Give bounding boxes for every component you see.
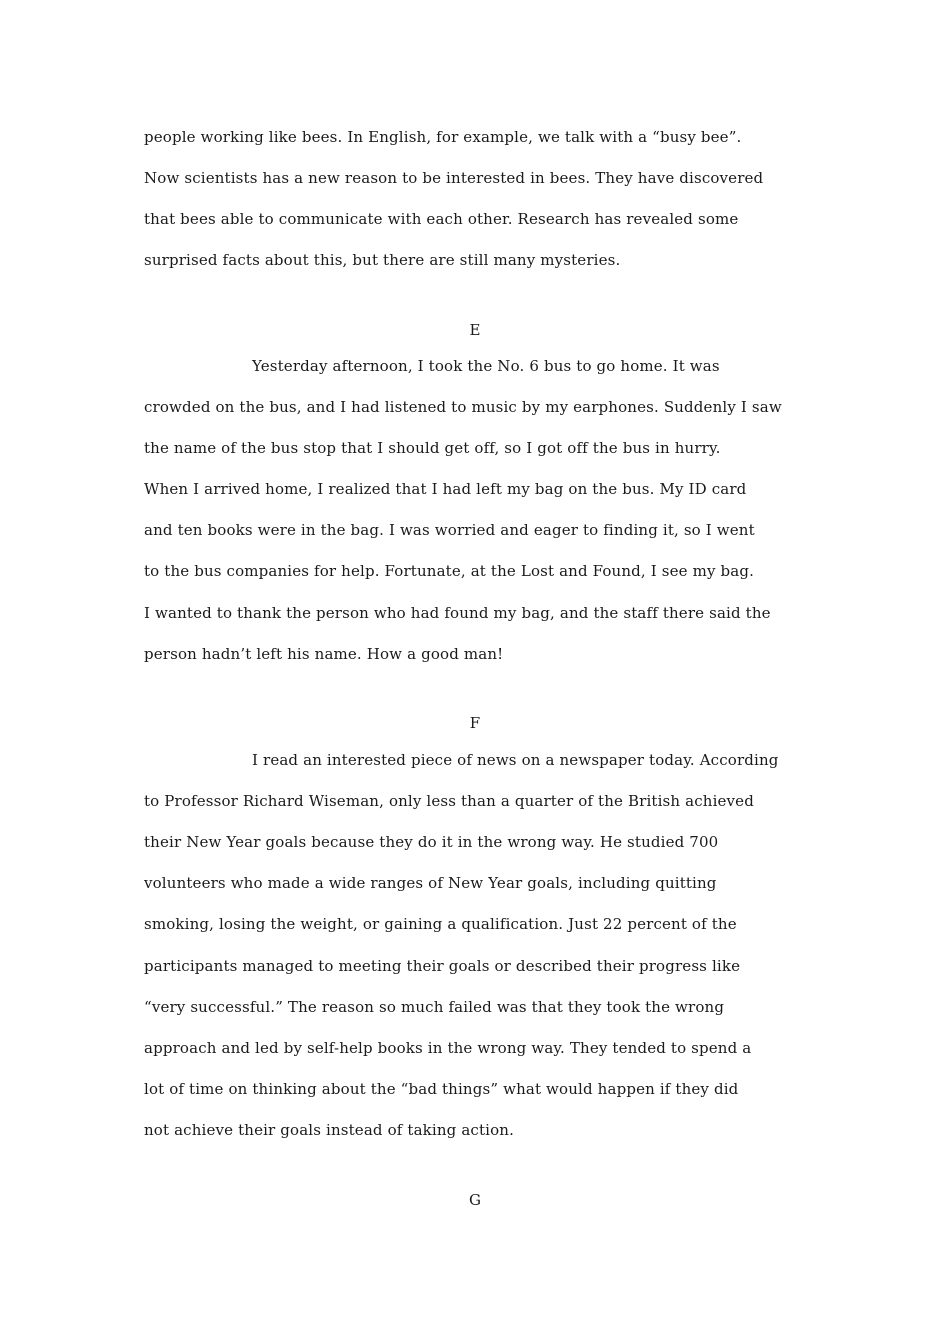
text-line: When I arrived home, I realized that I had left my bag on the bus. My ID card <box>144 480 747 498</box>
text-line: and ten books were in the bag. I was worried and eager to finding it, so I went <box>144 521 755 539</box>
text-line: approach and led by self-help books in the wrong way. They tended to spend a <box>144 1039 752 1057</box>
text-line: Yesterday afternoon, I took the No. 6 bus to go home. It was <box>252 357 720 375</box>
section-heading-e: E <box>469 321 481 339</box>
text-line: crowded on the bus, and I had listened to music by my earphones. Suddenly I saw <box>144 398 782 416</box>
text-line: that bees able to communicate with each other. Research has revealed some <box>144 210 739 228</box>
text-line: to the bus companies for help. Fortunate, at the Lost and Found, I see my bag. <box>144 562 755 580</box>
section-heading-g: G <box>469 1191 481 1209</box>
section-heading-f: F <box>469 714 481 732</box>
text-line: not achieve their goals instead of taking action. <box>144 1121 515 1139</box>
text-line: volunteers who made a wide ranges of New Year goals, including quitting <box>144 874 717 892</box>
text-line: lot of time on thinking about the “bad things” what would happen if they did <box>144 1080 739 1098</box>
text-line: person hadn’t left his name. How a good man! <box>144 645 504 663</box>
text-line: to Professor Richard Wiseman, only less than a quarter of the British achieved <box>144 792 754 810</box>
text-line: surprised facts about this, but there are still many mysteries. <box>144 251 621 269</box>
text-line: their New Year goals because they do it in the wrong way. He studied 700 <box>144 833 719 851</box>
text-line: Now scientists has a new reason to be interested in bees. They have discovered <box>144 169 764 187</box>
text-line: people working like bees. In English, for example, we talk with a “busy bee”. <box>144 128 742 146</box>
text-line: the name of the bus stop that I should get off, so I got off the bus in hurry. <box>144 439 721 457</box>
text-line: smoking, losing the weight, or gaining a qualification. Just 22 percent of the <box>144 915 737 933</box>
text-line: I read an interested piece of news on a newspaper today. According <box>252 751 779 769</box>
text-line: participants managed to meeting their goals or described their progress like <box>144 957 741 975</box>
text-line: I wanted to thank the person who had found my bag, and the staff there said the <box>144 604 771 622</box>
text-line: “very successful.” The reason so much failed was that they took the wrong <box>144 998 725 1016</box>
